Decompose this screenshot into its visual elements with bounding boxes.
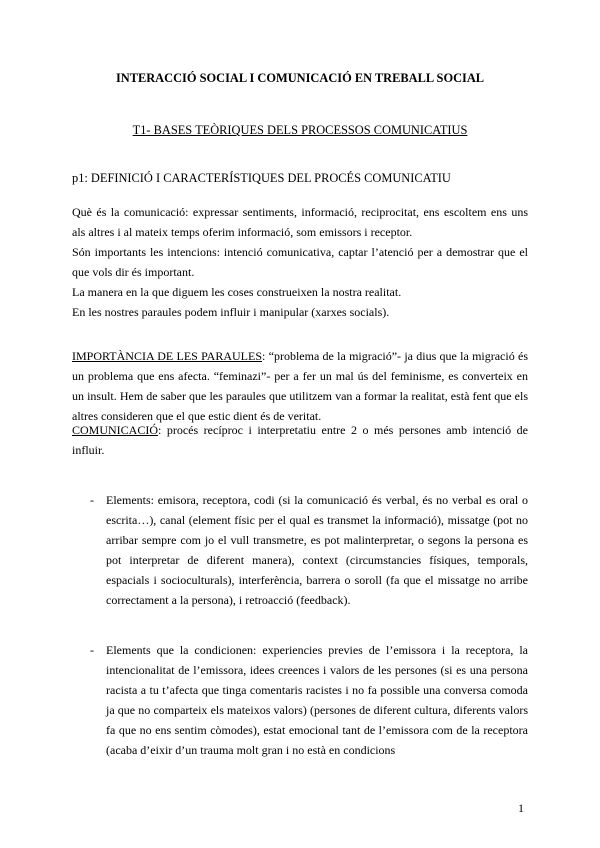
communication-paragraph <box>72 420 528 460</box>
list-item <box>72 490 528 610</box>
list-item <box>72 640 528 760</box>
document-title: INTERACCIÓ SOCIAL I COMUNICACIÓ EN TREBALL SOCIAL <box>115 71 485 85</box>
importance-text: : “problema de la migració”- ja dius que la migració és un problema que ens afecta. “feminazi”- per a fer un mal ús del feminisme, es converteix en un insult. Hem de saber que les paraules que utilitzem van a formar la realitat, està fent que els altres consideren que el que estic dient és de veritat. <box>72 349 528 423</box>
list-item-text: Elements que la condicionen: experiencies previes de l’emissora i la receptora, la intencionalitat de l’emissora, idees creences i valors de les persones (si es una persona racista a tu t’afecta que tinga comentaris racistes i no fa possible una conversa comoda ja que no comparteix els mateixos valors) (persones de diferent cultura, diferents valors fa que no ens sentim còmodes), estat emocional tant de l’emissora com de la receptora (acaba d’eixir d’un trauma molt gran i no està en condicions <box>106 643 528 757</box>
communication-term: COMUNICACIÓ <box>72 423 159 437</box>
importance-paragraph <box>72 346 528 426</box>
importance-term: IMPORTÀNCIA DE LES PARAULES <box>72 349 263 363</box>
intro-block <box>72 202 528 322</box>
bullet-marker: - <box>90 493 94 507</box>
document-subtitle: T1- BASES TEÒRIQUES DELS PROCESSOS COMUNICATIUS <box>132 123 468 137</box>
page-number: 1 <box>518 801 524 815</box>
intro-paragraph: Són importants les intencions: intenció comunicativa, captar l’atenció per a demostrar que el que vols dir és important. <box>72 245 528 279</box>
section-heading: p1: DEFINICIÓ I CARACTERÍSTIQUES DEL PROCÉS COMUNICATIU <box>72 171 451 185</box>
bullet-marker: - <box>90 643 94 657</box>
list-item-text: Elements: emisora, receptora, codi (si la comunicació és verbal, és no verbal es oral o escrita…), canal (element físic per el qual es transmet la informació), missatge (pot no arribar sempre com jo el vull transmetre, es pot malinterpretar, o segons la persona es pot interpretar de diferent manera), context (circumstancies físiques, temporals, espacials i socioculturals), interferència, barrera o soroll (fa que el missatge no arribe correctament a la persona), i retroacció (feedback). <box>106 493 528 607</box>
intro-paragraph: La manera en la que diguem les coses construeixen la nostra realitat. <box>72 285 402 299</box>
communication-text: : procés recíproc i interpretatiu entre 2 o més persones amb intenció de influir. <box>72 423 528 457</box>
intro-paragraph: En les nostres paraules podem influir i manipular (xarxes socials). <box>72 305 390 319</box>
intro-paragraph: Què és la comunicació: expressar sentiments, informació, reciprocitat, ens escoltem ens uns als altres i al mateix temps oferim informació, som emissors i receptor. <box>72 205 528 239</box>
